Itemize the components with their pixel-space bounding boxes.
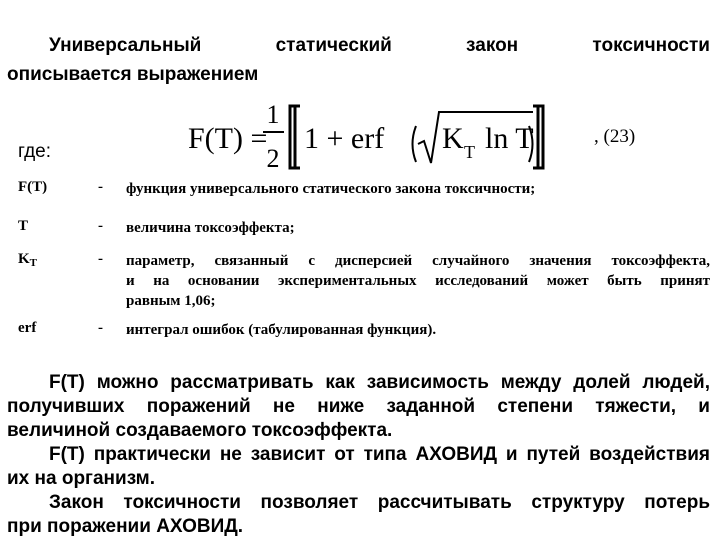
formula-23 bbox=[188, 96, 548, 176]
paragraph-1-line-3: величиной создаваемого токсоэффекта. bbox=[7, 420, 393, 441]
definition-line: и на основании экспериментальных исследований может быть принят bbox=[126, 273, 710, 289]
definition-term: Т bbox=[18, 218, 29, 234]
definition-term bbox=[18, 251, 37, 269]
right-bracket bbox=[533, 106, 543, 168]
definition-line: функция универсального статического закона токсичности; bbox=[126, 181, 536, 197]
definition-text bbox=[126, 218, 710, 238]
paragraph-3-line-2: при поражении АХОВИД. bbox=[7, 516, 244, 537]
left-bracket bbox=[290, 106, 300, 168]
definition-term-base: K bbox=[18, 251, 30, 267]
definition-line: величина токсоэффекта; bbox=[126, 220, 295, 236]
where-label: где: bbox=[18, 141, 52, 162]
formula-frac-den: 2 bbox=[266, 144, 280, 173]
definition-dash: - bbox=[98, 320, 103, 336]
paragraph-2-line-1: F(T) практически не зависит от типа АХОВИД и путей воздействия bbox=[49, 444, 710, 465]
definition-term: erf bbox=[18, 320, 37, 336]
paragraph-1-line-2: получивших поражений не ниже заданной степени тяжести, и bbox=[7, 396, 710, 417]
definition-dash: - bbox=[98, 251, 103, 267]
formula-frac-num: 1 bbox=[266, 100, 280, 129]
intro-line-2: описывается выражением bbox=[7, 64, 259, 85]
definition-text bbox=[126, 251, 710, 311]
definition-text bbox=[126, 320, 710, 340]
paragraph-1-line-1: F(T) можно рассматривать как зависимость между долей людей, bbox=[49, 372, 710, 393]
definition-line: параметр, связанный с дисперсией случайного значения токсоэффекта, bbox=[126, 253, 710, 269]
formula-k-sub: T bbox=[464, 142, 475, 162]
formula-number: , (23) bbox=[594, 126, 636, 147]
definition-term: F(T) bbox=[18, 179, 48, 195]
formula-one-plus-erf: 1 + erf bbox=[304, 122, 385, 155]
paragraph-2-line-2: их на организм. bbox=[7, 468, 156, 489]
definition-text bbox=[126, 179, 710, 199]
definition-dash: - bbox=[98, 179, 103, 195]
formula-lhs: F(T) = bbox=[188, 122, 268, 155]
definition-line: интеграл ошибок (табулированная функция). bbox=[126, 322, 437, 338]
left-paren bbox=[413, 126, 417, 162]
paragraph-3-line-1: Закон токсичности позволяет рассчитывать структуру потерь bbox=[49, 492, 710, 513]
definition-line: равным 1,06; bbox=[126, 293, 216, 309]
formula-k: K bbox=[442, 122, 464, 155]
definition-dash: - bbox=[98, 218, 103, 234]
formula-ln-t: ln T bbox=[485, 122, 534, 155]
definition-term-sub: T bbox=[29, 257, 38, 269]
intro-line-1: Универсальный статический закон токсичности bbox=[49, 35, 710, 56]
